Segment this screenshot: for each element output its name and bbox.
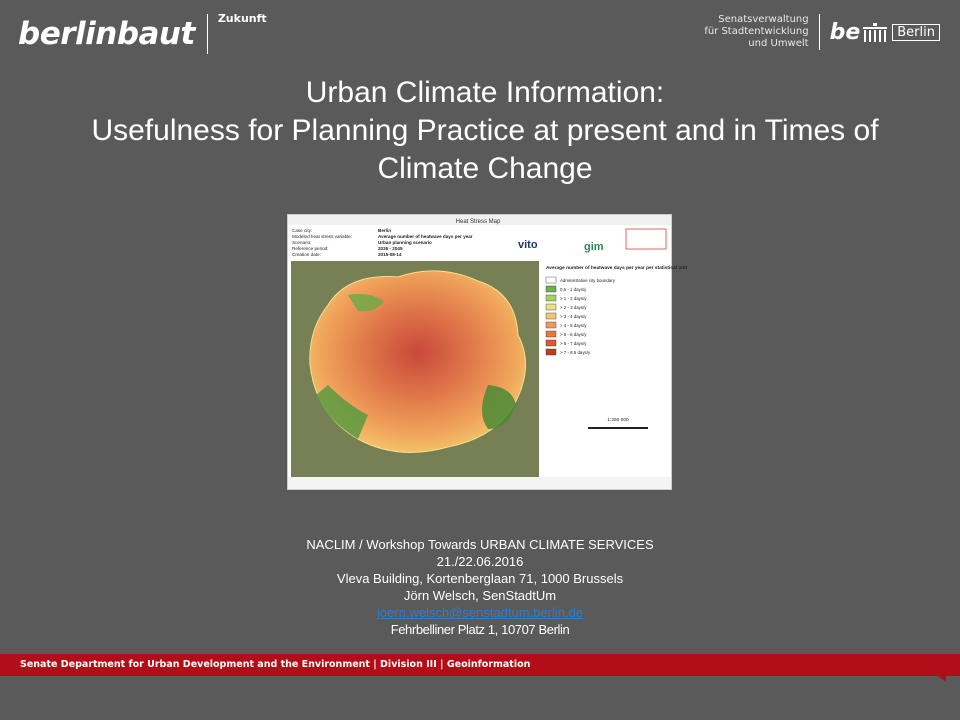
gim-logo: gim <box>584 241 604 253</box>
legend-label: > 5 - 6 days/y <box>560 332 587 337</box>
senate-line-2: für Stadtentwicklung <box>704 26 809 37</box>
logo-subtitle: Zukunft <box>217 12 267 25</box>
senate-name <box>704 14 808 50</box>
heat-stress-map-figure <box>288 215 688 489</box>
map-scale: 1:250 000 <box>607 418 629 423</box>
legend-title: Average number of heatwave days per year per statistical unit <box>546 266 688 271</box>
meta-label-2: Modeled heat stress variable: <box>292 234 353 239</box>
author: Jörn Welsch, SenStadtUm <box>403 588 557 603</box>
event-name: NACLIM / Workshop Towards URBAN CLIMATE SERVICES <box>306 537 654 552</box>
footer-bar <box>0 654 960 676</box>
meta-label-1: Case city: <box>292 228 313 233</box>
meta-value-5: 2015-08-14 <box>378 252 402 257</box>
berlinbaut-logo <box>18 12 267 56</box>
slide-title <box>20 74 950 188</box>
legend-label: Administrative city boundary <box>560 278 615 283</box>
legend-swatch <box>546 295 556 301</box>
map-heading: Heat Stress Map <box>455 219 501 225</box>
title-line-2: Usefulness for Planning Practice at present and in Times of <box>91 114 879 147</box>
legend-label: > 2 - 3 days/y <box>560 305 587 310</box>
brandenburg-gate-icon <box>862 21 888 43</box>
meta-value-3: Urban planning scenario <box>378 240 432 245</box>
event-venue: Vleva Building, Kortenberglaan 71, 1000 Brussels <box>336 571 624 586</box>
legend-label: > 1 - 2 days/y <box>560 296 587 301</box>
legend-swatch <box>546 340 556 346</box>
logo-divider-right <box>819 14 820 50</box>
meta-label-5: Creation date: <box>292 252 321 257</box>
legend-swatch <box>546 331 556 337</box>
legend-label: > 3 - 4 days/y <box>560 314 587 319</box>
senate-logo <box>704 14 940 50</box>
legend-swatch <box>546 313 556 319</box>
berlin-logo: Berlin <box>892 24 940 41</box>
logo-wordmark: berlinbaut <box>18 16 195 52</box>
legend-swatch <box>546 304 556 310</box>
meta-value-2: Average number of heatwave days per year <box>378 234 473 239</box>
legend-label: 0.5 - 1 days/y <box>560 287 587 292</box>
legend-swatch <box>546 286 556 292</box>
berlin-small-logo <box>626 229 666 249</box>
title-line-3: Climate Change <box>377 152 593 185</box>
email-link[interactable]: joern.welsch@senstadtum.berlin.de <box>376 605 584 620</box>
legend-label: > 6 - 7 days/y <box>560 341 587 346</box>
title-line-1: Urban Climate Information: <box>305 76 665 109</box>
event-date: 21./22.06.2016 <box>436 554 524 569</box>
logo-divider <box>207 14 208 54</box>
meta-label-3: Scenario: <box>292 240 312 245</box>
footer-corner-tab <box>932 672 946 682</box>
senate-line-1: Senatsverwaltung <box>718 14 809 25</box>
be-logo: be <box>829 19 861 45</box>
author-address: Fehrbelliner Platz 1, 10707 Berlin <box>390 622 570 637</box>
legend-label: > 7 - 8.5 days/y <box>560 350 591 355</box>
event-info <box>180 536 780 638</box>
meta-value-1: Berlin <box>378 228 392 233</box>
heat-stress-map-image <box>287 214 688 490</box>
legend-swatch <box>546 277 556 283</box>
legend-swatch <box>546 349 556 355</box>
legend-label: > 4 - 5 days/y <box>560 323 587 328</box>
vito-logo: vito <box>518 239 538 251</box>
footer-text: Senate Department for Urban Development and the Environment | Division III | Geoinformation <box>20 659 531 670</box>
meta-value-4: 2026 - 2045 <box>378 246 403 251</box>
senate-line-3: und Umwelt <box>748 38 809 49</box>
meta-label-4: Reference period: <box>292 246 329 251</box>
legend-swatch <box>546 322 556 328</box>
